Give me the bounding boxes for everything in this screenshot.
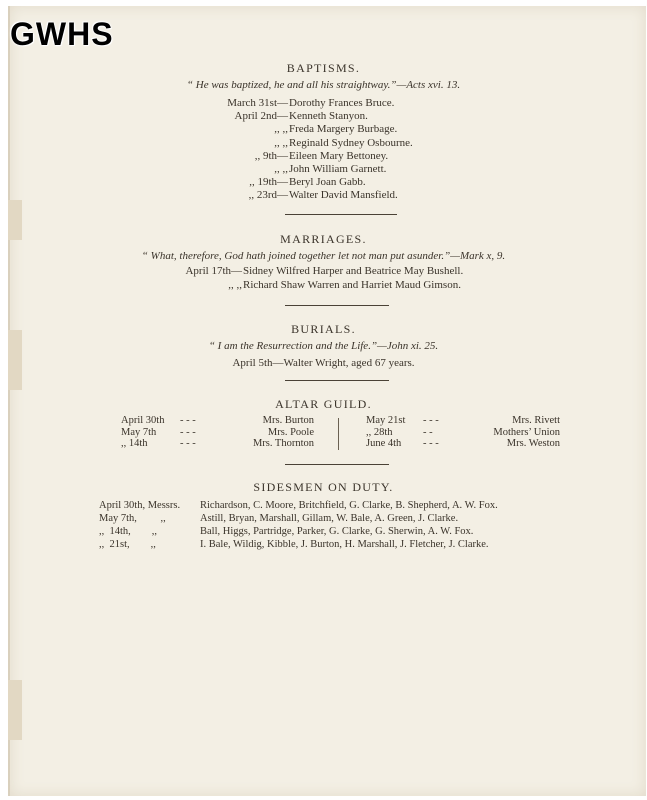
marriage-names: Sidney Wilfred Harper and Beatrice May Bushell. [243, 265, 464, 277]
altar-date: April 30th [121, 415, 165, 426]
baptism-name: Reginald Sydney Osbourne. [289, 136, 413, 149]
altar-name: Mrs. Thornton [252, 438, 314, 449]
altar-name: Mrs. Rivett [512, 415, 560, 426]
altar-leader: - - - [180, 426, 196, 438]
divider-rule [285, 380, 389, 381]
burials-quote: “ I am the Resurrection and the Life.”—John xi. 25. [208, 340, 439, 352]
altar-date: ,, 14th [121, 438, 148, 449]
altar-leader: - - - [423, 438, 439, 449]
sidesmen-date: April 30th, Messrs. [99, 500, 181, 511]
baptism-date: April 2nd— [234, 110, 288, 123]
baptism-name: Dorothy Frances Bruce. [289, 97, 395, 109]
baptism-date: ,, ,, [274, 136, 288, 149]
marriages-quote: “ What, therefore, God hath joined together let not man put asunder.”—Mark x, 9. [141, 250, 506, 262]
baptism-date: ,, ,, [274, 163, 288, 175]
torn-edge [8, 680, 22, 740]
baptism-name: Kenneth Stanyon. [289, 110, 368, 123]
altar-leader: - - - [180, 415, 196, 426]
baptism-name: Beryl Joan Gabb. [289, 176, 366, 189]
divider-rule [285, 464, 389, 465]
baptisms-heading: BAPTISMS. [286, 61, 361, 75]
altar-date: June 4th [366, 438, 402, 449]
marriages-heading: MARRIAGES. [280, 232, 367, 246]
sidesmen-names: Ball, Higgs, Partridge, Parker, G. Clarke, G. Sherwin, A. W. Fox. [200, 526, 474, 537]
altar-leader: - - - [423, 415, 439, 426]
watermark-logo: GWHS [10, 16, 114, 52]
marriage-date: April 17th— [185, 265, 242, 277]
altar-leader: - - - [180, 438, 196, 449]
sidesmen-date: May 7th, ,, [99, 513, 166, 524]
divider-rule [285, 214, 397, 215]
sidesmen-names: Richardson, C. Moore, Britchfield, G. Clarke, B. Shepherd, A. W. Fox. [200, 500, 498, 511]
altar-date: May 21st [366, 415, 406, 426]
baptism-name: John William Garnett. [289, 163, 387, 175]
altar-name: Mrs. Poole [267, 426, 314, 438]
marriage-date: ,, ,, [228, 278, 242, 291]
baptism-date: March 31st— [227, 97, 288, 109]
baptisms-quote: “ He was baptized, he and all his straightway.”—Acts xvi. 13. [186, 79, 461, 91]
column-divider [338, 418, 339, 450]
marriage-names: Richard Shaw Warren and Harriet Maud Gimson. [243, 278, 461, 291]
baptism-date: ,, 9th— [254, 149, 288, 162]
altar-leader: - - [423, 426, 433, 438]
baptism-name: Freda Margery Burbage. [289, 123, 398, 136]
altar-date: ,, 28th [366, 426, 393, 438]
altar-guild-heading: ALTAR GUILD. [275, 397, 372, 411]
baptism-name: Eileen Mary Bettoney. [289, 149, 389, 162]
burials-heading: BURIALS. [291, 322, 356, 336]
altar-name: Mrs. Burton [262, 415, 314, 426]
baptism-date: ,, ,, [274, 123, 288, 136]
baptism-name: Walter David Mansfield. [289, 189, 398, 202]
altar-name: Mrs. Weston [506, 438, 560, 449]
divider-rule [285, 305, 389, 306]
altar-name: Mothers’ Union [493, 426, 560, 438]
baptism-date: ,, 19th— [249, 176, 288, 189]
sidesmen-date: ,, 14th, ,, [99, 526, 158, 537]
baptism-date: ,, 23rd— [248, 189, 288, 202]
sidesmen-names: I. Bale, Wildig, Kibble, J. Burton, H. Marshall, J. Fletcher, J. Clarke. [200, 539, 489, 550]
burial-entry: April 5th—Walter Wright, aged 67 years. [232, 357, 415, 369]
sidesmen-heading: SIDESMEN ON DUTY. [253, 480, 394, 494]
altar-date: May 7th [121, 426, 157, 438]
sidesmen-names: Astill, Bryan, Marshall, Gillam, W. Bale, A. Green, J. Clarke. [200, 513, 459, 524]
sidesmen-date: ,, 21st, ,, [99, 539, 156, 550]
